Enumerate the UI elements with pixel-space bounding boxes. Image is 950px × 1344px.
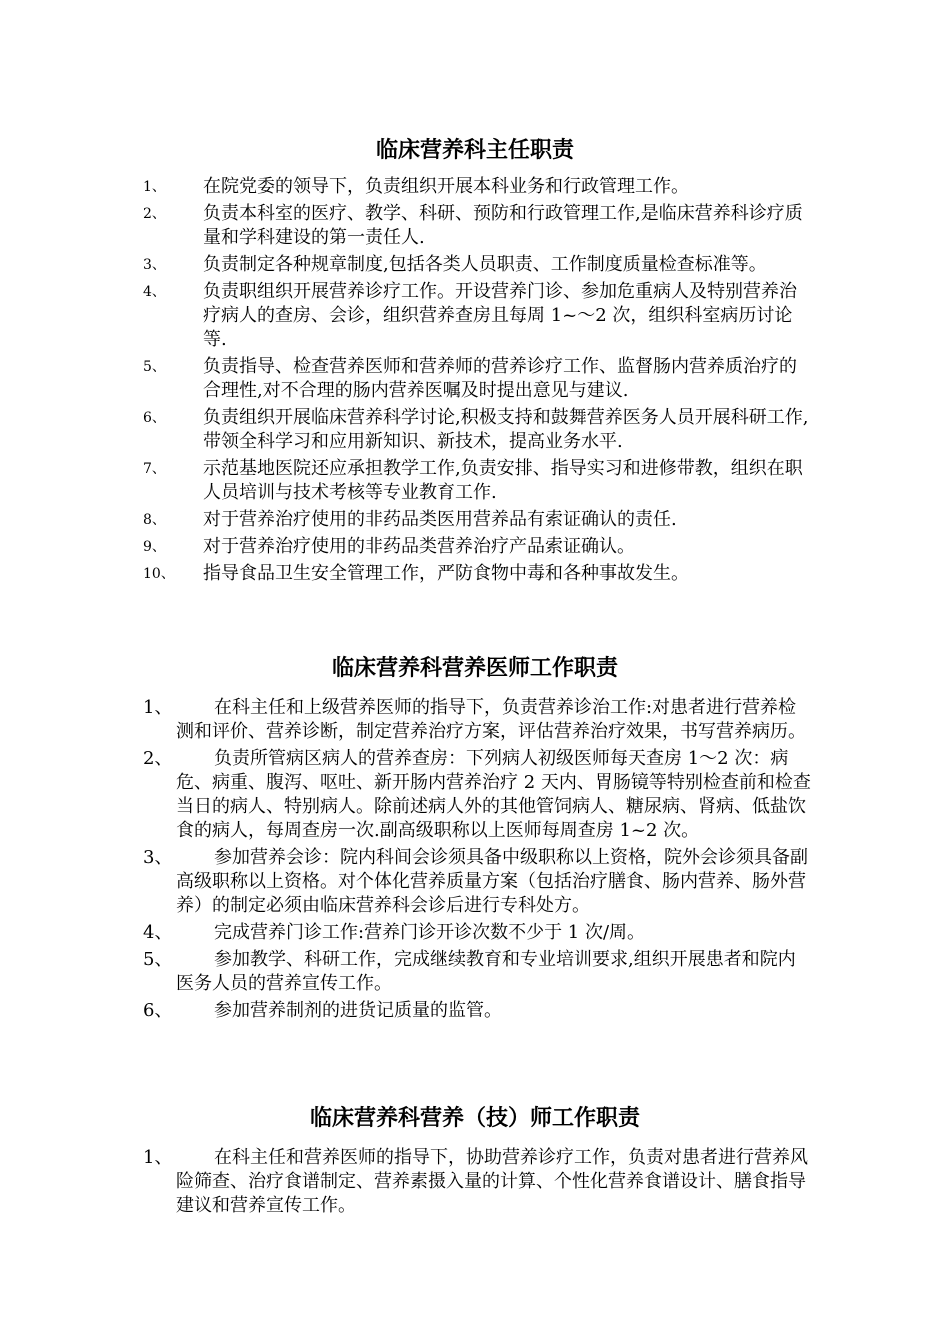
item-text: 在院党委的领导下，负责组织开展本科业务和行政管理工作。 bbox=[203, 176, 689, 197]
list-item bbox=[143, 355, 813, 403]
list-item bbox=[143, 747, 813, 843]
item-text: 在科主任和上级营养医师的指导下，负责营养诊治工作:对患者进行营养检测和评价、营养诊断，制定营养治疗方案，评估营养治疗效果，书写营养病历。 bbox=[176, 697, 806, 742]
item-number: 10、 bbox=[143, 566, 175, 582]
item-text: 对于营养治疗使用的非药品类营养治疗产品索证确认。 bbox=[203, 536, 635, 557]
item-text: 参加教学、科研工作，完成继续教育和专业培训要求,组织开展患者和院内医务人员的营养宣传工作。 bbox=[176, 949, 796, 994]
list-item bbox=[143, 1146, 813, 1218]
item-text: 示范基地医院还应承担教学工作,负责安排、指导实习和进修带教，组织在职人员培训与技术考核等专业教育工作. bbox=[203, 458, 803, 503]
list-item bbox=[143, 175, 813, 199]
list-item bbox=[143, 696, 813, 744]
list-item bbox=[143, 508, 813, 532]
item-number: 1、 bbox=[143, 1147, 173, 1168]
item-text: 负责指导、检查营养医师和营养师的营养诊疗工作、监督肠内营养质治疗的合理性,对不合理的肠内营养医嘱及时提出意见与建议. bbox=[203, 356, 797, 401]
item-number: 7、 bbox=[143, 461, 166, 477]
list-item bbox=[143, 948, 813, 996]
item-number: 3、 bbox=[143, 847, 173, 868]
technician-duties-list bbox=[143, 1146, 813, 1221]
item-number: 6、 bbox=[143, 1000, 173, 1021]
item-number: 1、 bbox=[143, 697, 173, 718]
item-number: 3、 bbox=[143, 257, 166, 273]
item-text: 负责本科室的医疗、教学、科研、预防和行政管理工作,是临床营养科诊疗质量和学科建设的第一责任人. bbox=[203, 203, 803, 248]
item-text: 负责所管病区病人的营养查房：下列病人初级医师每天查房 1～2 次：病危、病重、腹泻、呕吐、新开肠内营养治疗 2 天内、胃肠镜等特别检查前和检查当日的病人、特别病人。除前述病人外的其他管饲病人、糖尿病、肾病、低盐饮食的病人，每周查房一次.副高级职称以上医师每周查房 1~2 次。 bbox=[176, 748, 811, 841]
item-number: 8、 bbox=[143, 512, 166, 528]
section-title-technician: 临床营养科营养（技）师工作职责 bbox=[309, 1106, 640, 1131]
item-text: 完成营养门诊工作:营养门诊开诊次数不少于 1 次/周。 bbox=[214, 922, 646, 943]
list-item bbox=[143, 921, 813, 945]
list-item bbox=[143, 406, 813, 454]
item-text: 对于营养治疗使用的非药品类医用营养品有索证确认的责任. bbox=[203, 509, 677, 530]
list-item bbox=[143, 253, 813, 277]
physician-duties-list bbox=[143, 696, 813, 1026]
list-item bbox=[143, 457, 813, 505]
item-text: 负责制定各种规章制度,包括各类人员职责、工作制度质量检查标准等。 bbox=[203, 254, 767, 275]
item-number: 5、 bbox=[143, 949, 173, 970]
list-item bbox=[143, 535, 813, 559]
item-number: 4、 bbox=[143, 922, 173, 943]
item-text: 参加营养会诊：院内科间会诊须具备中级职称以上资格，院外会诊须具备副高级职称以上资格。对个体化营养质量方案（包括治疗膳食、肠内营养、肠外营养）的制定必须由临床营养科会诊后进行专科处方。 bbox=[176, 847, 808, 916]
item-text: 指导食品卫生安全管理工作，严防食物中毒和各种事故发生。 bbox=[203, 563, 689, 584]
list-item bbox=[143, 280, 813, 352]
item-number: 6、 bbox=[143, 410, 166, 426]
item-number: 1、 bbox=[143, 179, 166, 195]
section-title-physician: 临床营养科营养医师工作职责 bbox=[331, 656, 618, 681]
item-number: 5、 bbox=[143, 359, 166, 375]
item-text: 在科主任和营养医师的指导下，协助营养诊疗工作，负责对患者进行营养风险筛查、治疗食谱制定、营养素摄入量的计算、个性化营养食谱设计、膳食指导建议和营养宣传工作。 bbox=[176, 1147, 808, 1216]
list-item bbox=[143, 562, 813, 586]
item-text: 参加营养制剂的进货记质量的监管。 bbox=[214, 1000, 502, 1021]
director-duties-list bbox=[143, 175, 813, 589]
section-title-director: 临床营养科主任职责 bbox=[375, 138, 574, 163]
item-number: 2、 bbox=[143, 748, 173, 769]
item-number: 9、 bbox=[143, 539, 166, 555]
list-item bbox=[143, 846, 813, 918]
item-number: 2、 bbox=[143, 206, 166, 222]
item-text: 负责组织开展临床营养科学讨论,积极支持和鼓舞营养医务人员开展科研工作,带领全科学习和应用新知识、新技术，提高业务水平. bbox=[203, 407, 809, 452]
list-item bbox=[143, 999, 813, 1023]
item-text: 负责职组织开展营养诊疗工作。开设营养门诊、参加危重病人及特别营养治疗病人的查房、会诊，组织营养查房且每周 1~～2 次，组织科室病历讨论等. bbox=[203, 281, 797, 350]
item-number: 4、 bbox=[143, 284, 166, 300]
list-item bbox=[143, 202, 813, 250]
